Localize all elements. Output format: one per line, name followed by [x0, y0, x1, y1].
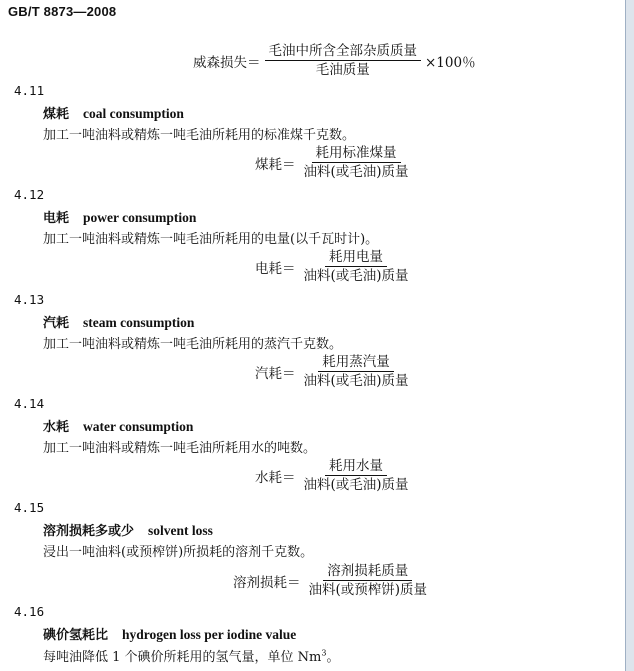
term-zh: 溶剂损耗多或少 [43, 524, 135, 539]
formula-denominator: 油料(或毛油)质量 [303, 373, 409, 389]
formula-fraction [265, 43, 422, 78]
term-heading [43, 416, 193, 435]
term-en: coal consumption [83, 106, 184, 121]
section-number: 4.11 [14, 83, 45, 98]
formula-lhs: 电耗＝ [255, 260, 296, 277]
coal-formula [255, 145, 415, 180]
term-en: water consumption [83, 419, 194, 434]
unit-superscript: 3 [321, 648, 327, 658]
definition-end: 。 [326, 650, 340, 665]
formula-denominator: 毛油质量 [315, 62, 370, 78]
term-heading [43, 103, 184, 122]
formula-fraction [300, 145, 413, 180]
term-heading [43, 312, 194, 331]
term-zh: 电耗 [43, 211, 70, 226]
section-number: 4.16 [14, 604, 45, 619]
definition-main: 每吨油降低 1 个碘价所耗用的氢气量，单位 Nm [43, 650, 322, 665]
formula-numerator: 耗用水量 [325, 458, 387, 476]
definition-text: 加工一吨油料或精炼一吨毛油所耗用的电量(以千瓦时计)。 [43, 232, 379, 247]
formula-denominator: 油料(或毛油)质量 [303, 477, 409, 493]
formula-lhs: 溶剂损耗＝ [233, 574, 301, 591]
formula-numerator: 耗用电量 [325, 249, 387, 267]
term-en: steam consumption [83, 315, 195, 330]
water-formula [255, 458, 415, 493]
formula-fraction [300, 458, 413, 493]
formula-lhs: 威森损失＝ [193, 54, 261, 71]
formula-denominator: 油料(或毛油)质量 [303, 164, 409, 180]
formula-numerator: 耗用标准煤量 [312, 145, 401, 163]
formula-lhs: 煤耗＝ [255, 156, 296, 173]
section-number: 4.14 [14, 396, 45, 411]
formula-numerator: 耗用蒸汽量 [318, 354, 394, 372]
loss-formula [193, 43, 476, 78]
definition-text [43, 646, 339, 665]
definition-text: 加工一吨油料或精炼一吨毛油所耗用的蒸汽千克数。 [43, 337, 343, 352]
solvent-formula [233, 563, 433, 598]
definition-text: 浸出一吨油料(或预榨饼)所损耗的溶剂千克数。 [43, 545, 314, 560]
formula-fraction [305, 563, 432, 598]
term-zh: 水耗 [43, 420, 70, 435]
section-number: 4.12 [14, 187, 45, 202]
page-edge-scrollbar[interactable] [625, 0, 634, 671]
term-en: hydrogen loss per iodine value [122, 627, 297, 642]
steam-formula [255, 354, 415, 389]
power-formula [255, 249, 415, 284]
term-en: power consumption [83, 210, 197, 225]
term-heading [43, 520, 213, 539]
standard-header: GB/T 8873—2008 [8, 4, 117, 19]
formula-numerator: 溶剂损耗质量 [323, 563, 412, 581]
term-zh: 汽耗 [43, 316, 70, 331]
formula-tail: ×100％ [425, 54, 476, 71]
section-number: 4.15 [14, 500, 45, 515]
term-zh: 碘价氢耗比 [43, 628, 109, 643]
section-number: 4.13 [14, 292, 45, 307]
definition-text: 加工一吨油料或精炼一吨毛油所耗用水的吨数。 [43, 441, 317, 456]
formula-numerator: 毛油中所含全部杂质质量 [265, 43, 422, 61]
term-heading [43, 624, 296, 643]
formula-lhs: 汽耗＝ [255, 365, 296, 382]
formula-denominator: 油料(或毛油)质量 [303, 268, 409, 284]
definition-text: 加工一吨油料或精炼一吨毛油所耗用的标准煤千克数。 [43, 128, 356, 143]
formula-fraction [300, 249, 413, 284]
term-en: solvent loss [148, 523, 213, 538]
formula-denominator: 油料(或预榨饼)质量 [308, 582, 428, 598]
term-heading [43, 207, 196, 226]
term-zh: 煤耗 [43, 107, 70, 122]
formula-fraction [300, 354, 413, 389]
formula-lhs: 水耗＝ [255, 469, 296, 486]
